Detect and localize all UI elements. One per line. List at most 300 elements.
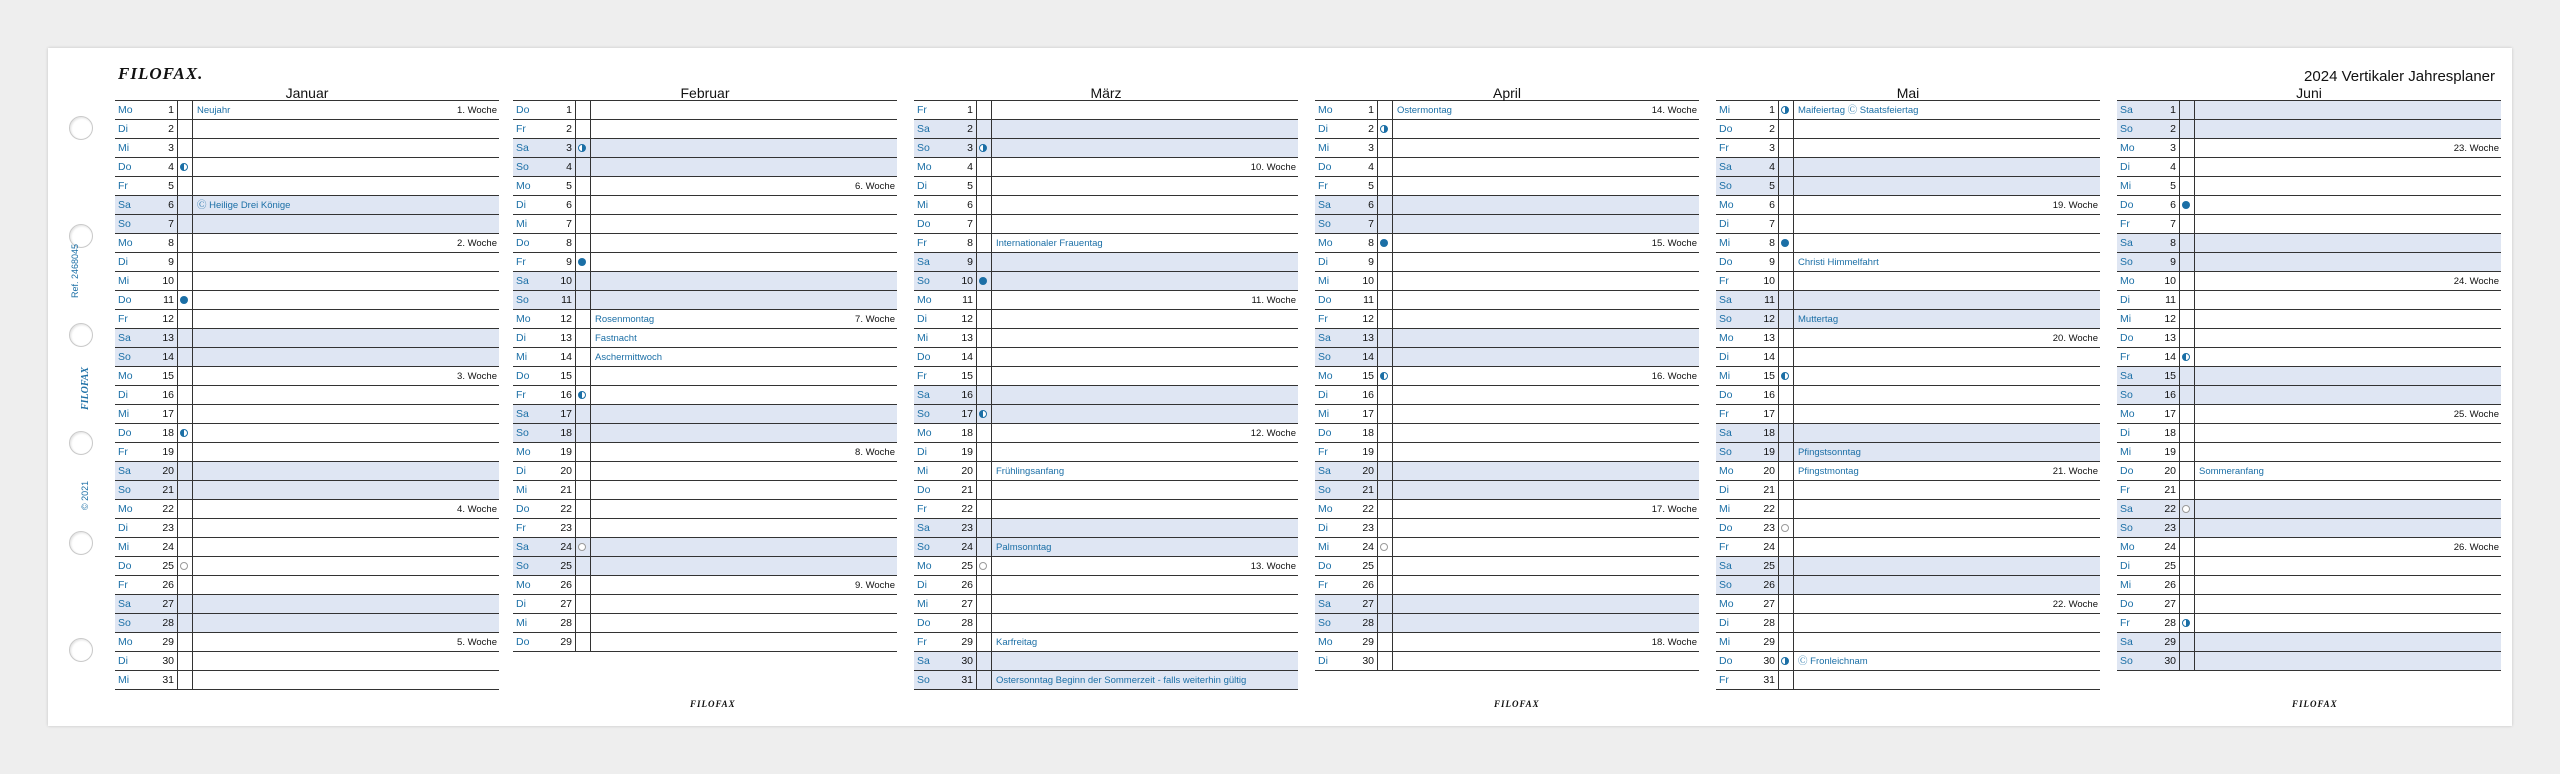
- weekday: Mi: [1719, 636, 1731, 648]
- weekday: Sa: [1318, 598, 1331, 610]
- day-row: [1315, 253, 1699, 272]
- weekday: Sa: [1318, 465, 1331, 477]
- day-row: [513, 253, 897, 272]
- weekday: So: [917, 541, 930, 553]
- punch-hole: [69, 531, 93, 555]
- day-row: [1716, 196, 2100, 215]
- weekday: Do: [1318, 560, 1332, 572]
- day-number: 11: [1363, 294, 1374, 306]
- weekday: Mi: [917, 332, 929, 344]
- day-number: 8: [1368, 237, 1374, 249]
- week-number: 25. Woche: [2453, 409, 2499, 420]
- day-number: 10: [560, 275, 572, 287]
- weekday: So: [118, 351, 131, 363]
- weekday: Di: [118, 389, 128, 401]
- weekday: Di: [1719, 218, 1729, 230]
- weekday: Di: [516, 465, 526, 477]
- weekday: Mi: [1719, 104, 1731, 116]
- day-number: 11: [1764, 294, 1775, 306]
- day-number: 16: [1763, 389, 1775, 401]
- day-number: 15: [560, 370, 572, 382]
- weekday: Mo: [516, 313, 531, 325]
- day-row: [513, 538, 897, 557]
- day-row: [914, 500, 1298, 519]
- weekday: Do: [1318, 427, 1332, 439]
- moon-phase-icon: [979, 144, 987, 152]
- moon-phase-icon: [180, 429, 188, 437]
- holiday-label: Ostersonntag Beginn der Sommerzeit - falls weiterhin gültig: [996, 675, 1247, 686]
- weekday: Di: [2120, 161, 2130, 173]
- holiday-label: Karfreitag: [996, 637, 1038, 648]
- weekday: Do: [1719, 389, 1733, 401]
- week-number: 8. Woche: [855, 447, 895, 458]
- day-row: [1716, 671, 2100, 690]
- day-row: [1315, 158, 1699, 177]
- moon-phase-icon: [578, 391, 586, 399]
- weekday: So: [1318, 484, 1331, 496]
- moon-phase-icon: [2182, 619, 2190, 627]
- weekday: Mo: [2120, 541, 2135, 553]
- weekday: Mo: [1719, 465, 1734, 477]
- week-number: 6. Woche: [855, 181, 895, 192]
- day-row: [513, 481, 897, 500]
- day-number: 30: [961, 655, 973, 667]
- weekday: Mi: [1719, 370, 1731, 382]
- day-number: 14: [560, 351, 572, 363]
- day-number: 5: [1769, 180, 1775, 192]
- day-number: 14: [162, 351, 174, 363]
- weekday: Mi: [516, 617, 528, 629]
- weekday: Do: [118, 427, 132, 439]
- weekday: Fr: [1719, 142, 1729, 154]
- day-row: [115, 462, 499, 481]
- day-row: [513, 633, 897, 652]
- day-number: 17: [2164, 408, 2176, 420]
- day-number: 9: [168, 256, 174, 268]
- weekday: Mo: [118, 503, 133, 515]
- day-row: [115, 538, 499, 557]
- day-number: 28: [1362, 617, 1374, 629]
- day-number: 13: [1362, 332, 1374, 344]
- day-number: 19: [2164, 446, 2176, 458]
- day-number: 12: [961, 313, 973, 325]
- week-number: 12. Woche: [1250, 428, 1296, 439]
- day-row: [914, 405, 1298, 424]
- holiday-label: Rosenmontag: [595, 314, 655, 325]
- weekday: Sa: [118, 199, 131, 211]
- day-number: 9: [566, 256, 572, 268]
- week-number: 26. Woche: [2453, 542, 2499, 553]
- weekday: Sa: [1719, 427, 1732, 439]
- day-number: 4: [1368, 161, 1374, 173]
- moon-phase-icon: [2182, 505, 2190, 513]
- weekday: Sa: [917, 123, 930, 135]
- moon-phase-icon: [1781, 106, 1789, 114]
- weekday: So: [1318, 617, 1331, 629]
- week-number: 24. Woche: [2453, 276, 2499, 287]
- day-number: 13: [1763, 332, 1775, 344]
- day-row: [115, 310, 499, 329]
- weekday: Do: [917, 351, 931, 363]
- weekday: Mo: [1719, 332, 1734, 344]
- weekday: Di: [118, 256, 128, 268]
- holiday-label: Maifeiertag Ⓒ Staatsfeiertag: [1798, 105, 1919, 116]
- day-number: 21: [560, 484, 572, 496]
- day-row: [1716, 120, 2100, 139]
- weekday: Do: [118, 294, 132, 306]
- day-number: 5: [1368, 180, 1374, 192]
- day-row: [513, 500, 897, 519]
- day-number: 1: [1368, 104, 1374, 116]
- day-number: 28: [1763, 617, 1775, 629]
- day-row: [1716, 652, 2100, 671]
- weekday: So: [516, 560, 529, 572]
- weekday: Mo: [1719, 598, 1734, 610]
- weekday: Fr: [1318, 579, 1328, 591]
- holiday-label: Pfingstmontag: [1798, 466, 1859, 477]
- weekday: So: [2120, 123, 2133, 135]
- month-column: [115, 86, 499, 690]
- weekday: Do: [1719, 655, 1733, 667]
- day-row: [2117, 234, 2501, 253]
- day-number: 25: [1362, 560, 1374, 572]
- day-number: 21: [961, 484, 973, 496]
- week-number: 3. Woche: [457, 371, 497, 382]
- day-number: 27: [560, 598, 572, 610]
- weekday: Mo: [2120, 142, 2135, 154]
- weekday: Di: [1318, 389, 1328, 401]
- day-number: 29: [162, 636, 174, 648]
- day-number: 22: [961, 503, 973, 515]
- moon-phase-icon: [2182, 201, 2190, 209]
- weekday: So: [2120, 256, 2133, 268]
- weekday: Do: [118, 161, 132, 173]
- day-row: [115, 595, 499, 614]
- day-number: 7: [1368, 218, 1374, 230]
- day-row: [1716, 443, 2100, 462]
- day-row: [115, 234, 499, 253]
- weekday: Mo: [917, 560, 932, 572]
- day-row: [914, 462, 1298, 481]
- weekday: Sa: [917, 256, 930, 268]
- weekday: Mi: [1719, 503, 1731, 515]
- day-row: [1716, 500, 2100, 519]
- weekday: Di: [917, 313, 927, 325]
- day-row: [1315, 614, 1699, 633]
- weekday: Mi: [118, 541, 130, 553]
- day-number: 10: [162, 275, 174, 287]
- day-row: [513, 158, 897, 177]
- weekday: Mi: [516, 218, 528, 230]
- footer-logo: FILOFAX: [2292, 699, 2338, 709]
- day-number: 7: [566, 218, 572, 230]
- day-row: [914, 671, 1298, 690]
- footer-logo: FILOFAX: [690, 699, 736, 709]
- holiday-label: Palmsonntag: [996, 542, 1052, 553]
- day-row: [2117, 120, 2501, 139]
- day-number: 16: [1362, 389, 1374, 401]
- day-number: 5: [168, 180, 174, 192]
- day-row: [1315, 272, 1699, 291]
- day-row: [1315, 367, 1699, 386]
- day-number: 2: [1769, 123, 1775, 135]
- day-number: 29: [1763, 636, 1775, 648]
- day-row: [513, 101, 897, 120]
- day-row: [115, 500, 499, 519]
- moon-phase-icon: [578, 543, 586, 551]
- day-row: [1315, 139, 1699, 158]
- day-row: [1716, 329, 2100, 348]
- day-number: 8: [168, 237, 174, 249]
- day-row: [1315, 652, 1699, 671]
- day-number: 27: [1362, 598, 1374, 610]
- weekday: Fr: [118, 180, 128, 192]
- day-number: 3: [566, 142, 572, 154]
- day-number: 22: [162, 503, 174, 515]
- day-row: [2117, 652, 2501, 671]
- day-number: 11: [561, 294, 572, 306]
- weekday: Di: [917, 180, 927, 192]
- day-row: [2117, 329, 2501, 348]
- weekday: Do: [516, 370, 530, 382]
- day-row: [513, 576, 897, 595]
- weekday: Sa: [516, 541, 529, 553]
- weekday: Mo: [1318, 104, 1333, 116]
- weekday: Di: [1318, 655, 1328, 667]
- weekday: Sa: [516, 142, 529, 154]
- day-row: [1716, 310, 2100, 329]
- day-row: [513, 234, 897, 253]
- moon-phase-icon: [1380, 125, 1388, 133]
- weekday: Mi: [917, 598, 929, 610]
- weekday: Fr: [1318, 313, 1328, 325]
- day-row: [1716, 633, 2100, 652]
- weekday: Mi: [118, 275, 130, 287]
- day-row: [513, 272, 897, 291]
- day-number: 4: [967, 161, 973, 173]
- page-title: 2024 Vertikaler Jahresplaner: [2304, 68, 2495, 85]
- day-number: 20: [162, 465, 174, 477]
- day-row: [513, 215, 897, 234]
- weekday: Fr: [2120, 617, 2130, 629]
- day-row: [1716, 405, 2100, 424]
- side-brand: FILOFAX: [80, 367, 91, 410]
- weekday: Mo: [118, 636, 133, 648]
- day-number: 9: [1368, 256, 1374, 268]
- day-row: [115, 215, 499, 234]
- day-number: 18: [1763, 427, 1775, 439]
- day-row: [2117, 614, 2501, 633]
- day-row: [1315, 329, 1699, 348]
- day-number: 31: [1763, 674, 1775, 686]
- day-row: [115, 443, 499, 462]
- month-name: Februar: [513, 86, 897, 101]
- weekday: So: [118, 218, 131, 230]
- weekday: Mi: [516, 351, 528, 363]
- weekday: Di: [1719, 484, 1729, 496]
- day-number: 20: [1763, 465, 1775, 477]
- day-row: [1716, 386, 2100, 405]
- day-row: [2117, 196, 2501, 215]
- day-row: [1315, 215, 1699, 234]
- moon-phase-icon: [1781, 372, 1789, 380]
- moon-phase-icon: [979, 410, 987, 418]
- day-row: [914, 215, 1298, 234]
- weekday: Fr: [917, 503, 927, 515]
- day-number: 31: [162, 674, 174, 686]
- day-row: [2117, 386, 2501, 405]
- day-number: 22: [2164, 503, 2176, 515]
- day-row: [1716, 519, 2100, 538]
- day-row: [513, 424, 897, 443]
- weekday: Mi: [2120, 313, 2132, 325]
- day-number: 15: [2164, 370, 2176, 382]
- weekday: Di: [516, 332, 526, 344]
- day-number: 26: [1763, 579, 1775, 591]
- day-row: [914, 310, 1298, 329]
- day-number: 12: [162, 313, 174, 325]
- weekday: Mi: [1318, 275, 1330, 287]
- weekday: Mo: [118, 370, 133, 382]
- punch-hole: [69, 638, 93, 662]
- day-row: [513, 310, 897, 329]
- day-number: 16: [961, 389, 973, 401]
- day-number: 21: [1763, 484, 1775, 496]
- weekday: Do: [1719, 123, 1733, 135]
- weekday: Do: [1318, 294, 1332, 306]
- day-row: [2117, 557, 2501, 576]
- day-row: [1315, 310, 1699, 329]
- weekday: So: [516, 161, 529, 173]
- day-number: 18: [961, 427, 973, 439]
- day-number: 16: [560, 389, 572, 401]
- day-number: 13: [162, 332, 174, 344]
- day-number: 23: [162, 522, 174, 534]
- day-number: 29: [1362, 636, 1374, 648]
- day-number: 17: [162, 408, 174, 420]
- day-number: 26: [2164, 579, 2176, 591]
- moon-phase-icon: [1380, 239, 1388, 247]
- day-number: 23: [2164, 522, 2176, 534]
- holiday-label: Neujahr: [197, 105, 231, 116]
- day-number: 20: [961, 465, 973, 477]
- day-number: 19: [961, 446, 973, 458]
- moon-phase-icon: [979, 277, 987, 285]
- day-number: 7: [1769, 218, 1775, 230]
- weekday: Fr: [118, 579, 128, 591]
- weekday: So: [1719, 313, 1732, 325]
- weekday: Sa: [1318, 199, 1331, 211]
- day-number: 23: [1763, 522, 1775, 534]
- weekday: Fr: [516, 522, 526, 534]
- weekday: Sa: [2120, 636, 2133, 648]
- week-number: 9. Woche: [855, 580, 895, 591]
- week-number: 17. Woche: [1651, 504, 1697, 515]
- day-row: [1315, 500, 1699, 519]
- day-number: 17: [961, 408, 973, 420]
- day-row: [115, 291, 499, 310]
- day-number: 7: [967, 218, 973, 230]
- holiday-label: Aschermittwoch: [595, 352, 663, 363]
- day-number: 23: [1362, 522, 1374, 534]
- weekday: Mi: [516, 484, 528, 496]
- weekday: Sa: [917, 522, 930, 534]
- day-number: 18: [1362, 427, 1374, 439]
- day-row: [1716, 557, 2100, 576]
- weekday: So: [516, 427, 529, 439]
- brand-logo: FILOFAX.: [118, 64, 204, 83]
- weekday: Sa: [917, 655, 930, 667]
- day-row: [914, 633, 1298, 652]
- weekday: Do: [2120, 598, 2134, 610]
- day-number: 12: [1763, 313, 1775, 325]
- day-number: 25: [2164, 560, 2176, 572]
- month-column: [2117, 86, 2501, 671]
- holiday-label: Ostermontag: [1397, 105, 1452, 116]
- day-number: 17: [560, 408, 572, 420]
- weekday: Di: [1318, 522, 1328, 534]
- day-row: [1315, 519, 1699, 538]
- weekday: Do: [917, 484, 931, 496]
- weekday: Mi: [118, 142, 130, 154]
- weekday: Do: [1719, 522, 1733, 534]
- week-number: 7. Woche: [855, 314, 895, 325]
- weekday: So: [917, 275, 930, 287]
- holiday-label: Fastnacht: [595, 333, 637, 344]
- holiday-label: Frühlingsanfang: [996, 466, 1065, 477]
- weekday: Mi: [118, 674, 130, 686]
- weekday: Fr: [118, 313, 128, 325]
- day-number: 10: [1362, 275, 1374, 287]
- day-row: [2117, 215, 2501, 234]
- day-row: [2117, 633, 2501, 652]
- day-number: 26: [162, 579, 174, 591]
- day-number: 19: [162, 446, 174, 458]
- day-row: [1716, 101, 2100, 120]
- day-row: [1315, 196, 1699, 215]
- weekday: Sa: [2120, 104, 2133, 116]
- day-number: 1: [566, 104, 572, 116]
- moon-phase-icon: [180, 163, 188, 171]
- weekday: Sa: [118, 598, 131, 610]
- day-number: 1: [168, 104, 174, 116]
- day-row: [2117, 367, 2501, 386]
- weekday: Fr: [1719, 541, 1729, 553]
- day-number: 20: [1362, 465, 1374, 477]
- day-number: 30: [1362, 655, 1374, 667]
- day-row: [115, 253, 499, 272]
- day-number: 28: [162, 617, 174, 629]
- weekday: So: [1719, 446, 1732, 458]
- day-row: [2117, 481, 2501, 500]
- month-column: [914, 86, 1298, 690]
- day-number: 17: [1362, 408, 1374, 420]
- weekday: Do: [516, 237, 530, 249]
- weekday: So: [1719, 180, 1732, 192]
- day-row: [2117, 443, 2501, 462]
- day-number: 6: [168, 199, 174, 211]
- day-number: 22: [560, 503, 572, 515]
- moon-phase-icon: [180, 562, 188, 570]
- weekday: Sa: [917, 389, 930, 401]
- day-row: [1716, 215, 2100, 234]
- day-row: [513, 443, 897, 462]
- day-number: 14: [1763, 351, 1775, 363]
- day-number: 10: [1763, 275, 1775, 287]
- day-row: [2117, 405, 2501, 424]
- day-row: [914, 234, 1298, 253]
- day-row: [115, 348, 499, 367]
